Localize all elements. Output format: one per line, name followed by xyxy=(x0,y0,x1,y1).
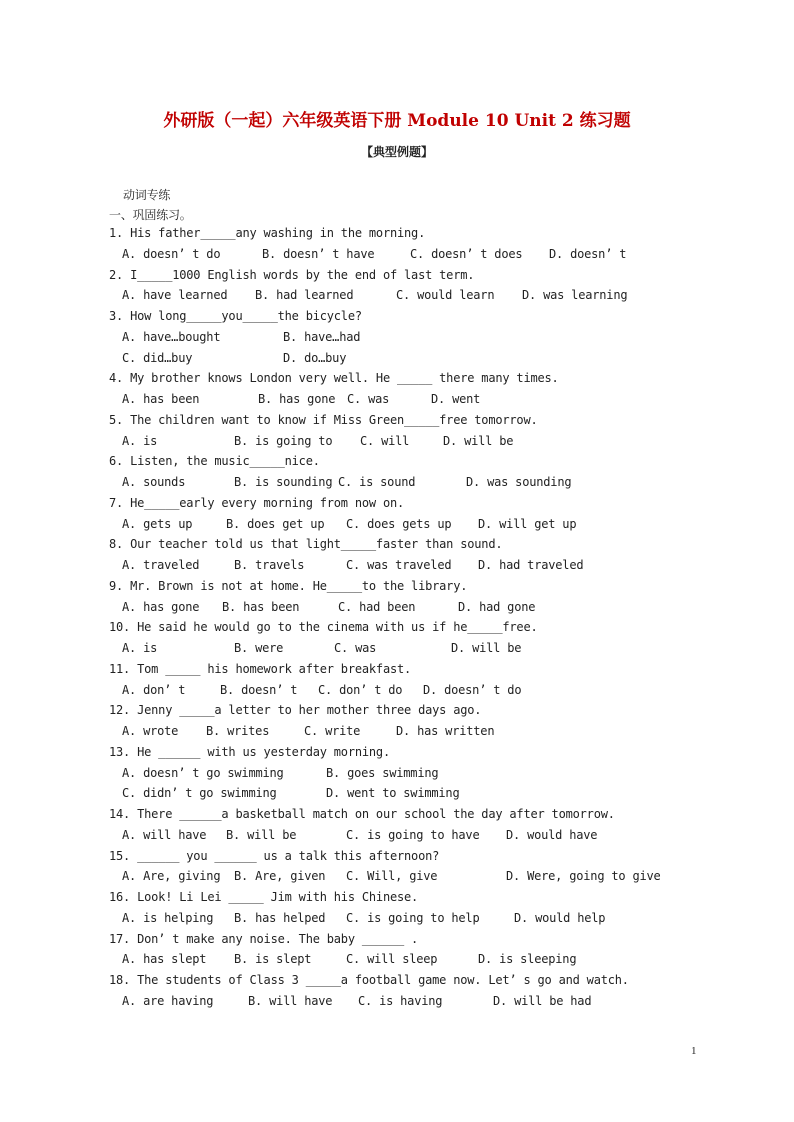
answer-option: B. does get up xyxy=(226,516,325,531)
answer-option: A. is xyxy=(122,641,158,655)
answer-option: B. goes swimming xyxy=(326,765,439,780)
answer-option: C. was traveled xyxy=(346,558,452,572)
question-stem: 15. ______ you ______ us a talk this afternoon? xyxy=(109,848,440,863)
question-stem: 18. The students of Class 3 _____a football game now. Let’ s go and watch. xyxy=(109,973,629,987)
question-stem: 14. There ______a basketball match on our school the day after tomorrow. xyxy=(109,807,615,821)
answer-option: C. is going to have xyxy=(346,827,480,842)
answer-option: D. do…buy xyxy=(283,350,347,365)
answer-option: B. will be xyxy=(226,827,297,842)
answer-option: A. is xyxy=(122,433,158,448)
question-stem: 10. He said he would go to the cinema with us if he_____free. xyxy=(109,620,538,635)
question-stem: 13. He ______ with us yesterday morning. xyxy=(109,744,390,759)
section-heading: 动词专练 xyxy=(123,188,171,202)
answer-option: C. write xyxy=(304,724,361,738)
question-stem: 12. Jenny _____a letter to her mother three days ago. xyxy=(109,703,482,718)
answer-option: A. sounds xyxy=(122,475,186,489)
answer-option: B. had learned xyxy=(255,288,354,303)
answer-option: C. is sound xyxy=(338,475,416,489)
answer-option: D. Were, going to give xyxy=(506,869,661,884)
answer-option: D. went xyxy=(431,392,481,406)
answer-option: A. is helping xyxy=(122,910,214,925)
answer-option: D. would help xyxy=(514,910,606,925)
answer-option: B. is slept xyxy=(234,952,312,967)
question-stem: 17. Don’ t make any noise. The baby ______ . xyxy=(109,931,419,946)
answer-option: A. will have xyxy=(122,827,207,842)
question-stem: 16. Look! Li Lei _____ Jim with his Chinese. xyxy=(109,890,419,904)
answer-option: C. did…buy xyxy=(122,350,193,365)
answer-option: C. would learn xyxy=(396,288,495,303)
question-stem: 3. How long_____you_____the bicycle? xyxy=(109,309,362,323)
answer-option: D. will get up xyxy=(478,516,577,531)
question-stem: 11. Tom _____ his homework after breakfast. xyxy=(109,661,412,676)
answer-option: B. has helped xyxy=(234,910,326,925)
answer-option: D. doesn’ t do xyxy=(423,682,522,697)
answer-option: A. doesn’ t go swimming xyxy=(122,765,284,780)
answer-option: C. don’ t do xyxy=(318,682,403,697)
answer-option: D. was learning xyxy=(522,288,628,303)
question-stem: 1. His father_____any washing in the morning. xyxy=(109,226,426,240)
answer-option: C. does gets up xyxy=(346,516,452,531)
answer-option: B. were xyxy=(234,641,284,655)
answer-option: A. don’ t xyxy=(122,682,186,697)
answer-option: A. have learned xyxy=(122,288,228,303)
answer-option: D. is sleeping xyxy=(478,952,577,967)
answer-option: A. doesn’ t do xyxy=(122,246,221,261)
answer-option: D. had traveled xyxy=(478,558,584,572)
answer-option: C. is going to help xyxy=(346,910,480,925)
answer-option: D. doesn’ t xyxy=(549,246,627,261)
answer-option: B. is sounding xyxy=(234,475,333,489)
answer-option: B. has gone xyxy=(258,392,336,406)
answer-option: C. will xyxy=(360,433,410,448)
answer-option: A. are having xyxy=(122,993,214,1008)
answer-option: D. has written xyxy=(396,724,495,738)
answer-option: C. was xyxy=(347,392,390,406)
question-stem: 9. Mr. Brown is not at home. He_____to the library. xyxy=(109,578,468,593)
answer-option: A. wrote xyxy=(122,724,179,738)
answer-option: B. has been xyxy=(222,599,300,614)
answer-option: B. travels xyxy=(234,558,305,572)
answer-option: C. doesn’ t does xyxy=(410,246,523,261)
answer-option: D. went to swimming xyxy=(326,786,460,801)
page-number: 1 xyxy=(691,1045,697,1057)
question-stem: 6. Listen, the music_____nice. xyxy=(109,454,320,469)
answer-option: B. writes xyxy=(206,724,270,738)
question-stem: 4. My brother knows London very well. He _____ there many times. xyxy=(109,371,559,386)
answer-option: D. was sounding xyxy=(466,475,572,489)
answer-option: B. have…had xyxy=(283,329,361,344)
question-stem: 8. Our teacher told us that light_____faster than sound. xyxy=(109,537,503,552)
document-subtitle: 【典型例题】 xyxy=(360,145,433,159)
answer-option: A. traveled xyxy=(122,558,200,572)
answer-option: D. would have xyxy=(506,827,598,842)
answer-option: C. Will, give xyxy=(346,869,438,884)
question-stem: 5. The children want to know if Miss Green_____free tomorrow. xyxy=(109,412,538,427)
answer-option: D. will be had xyxy=(493,993,592,1008)
answer-option: A. gets up xyxy=(122,516,193,531)
answer-option: A. has gone xyxy=(122,599,200,614)
answer-option: D. will be xyxy=(443,433,514,448)
answer-option: B. doesn’ t xyxy=(220,682,298,697)
answer-option: C. is having xyxy=(358,993,443,1008)
answer-option: D. will be xyxy=(451,641,522,655)
question-stem: 7. He_____early every morning from now on. xyxy=(109,495,405,510)
answer-option: A. has slept xyxy=(122,952,207,967)
answer-option: D. had gone xyxy=(458,599,536,614)
answer-option: C. didn’ t go swimming xyxy=(122,786,277,801)
answer-option: A. has been xyxy=(122,392,200,406)
answer-option: A. Are, giving xyxy=(122,869,221,884)
answer-option: C. was xyxy=(334,641,377,655)
document-title: 外研版（一起）六年级英语下册 Module 10 Unit 2 练习题 xyxy=(163,111,631,131)
part-heading: 一、巩固练习。 xyxy=(109,208,192,222)
answer-option: B. doesn’ t have xyxy=(262,246,375,261)
answer-option: C. had been xyxy=(338,599,416,614)
answer-option: B. is going to xyxy=(234,433,333,448)
answer-option: C. will sleep xyxy=(346,952,438,967)
answer-option: B. will have xyxy=(248,993,333,1008)
answer-option: A. have…bought xyxy=(122,329,221,344)
answer-option: B. Are, given xyxy=(234,869,326,884)
question-stem: 2. I_____1000 English words by the end of last term. xyxy=(109,267,475,282)
